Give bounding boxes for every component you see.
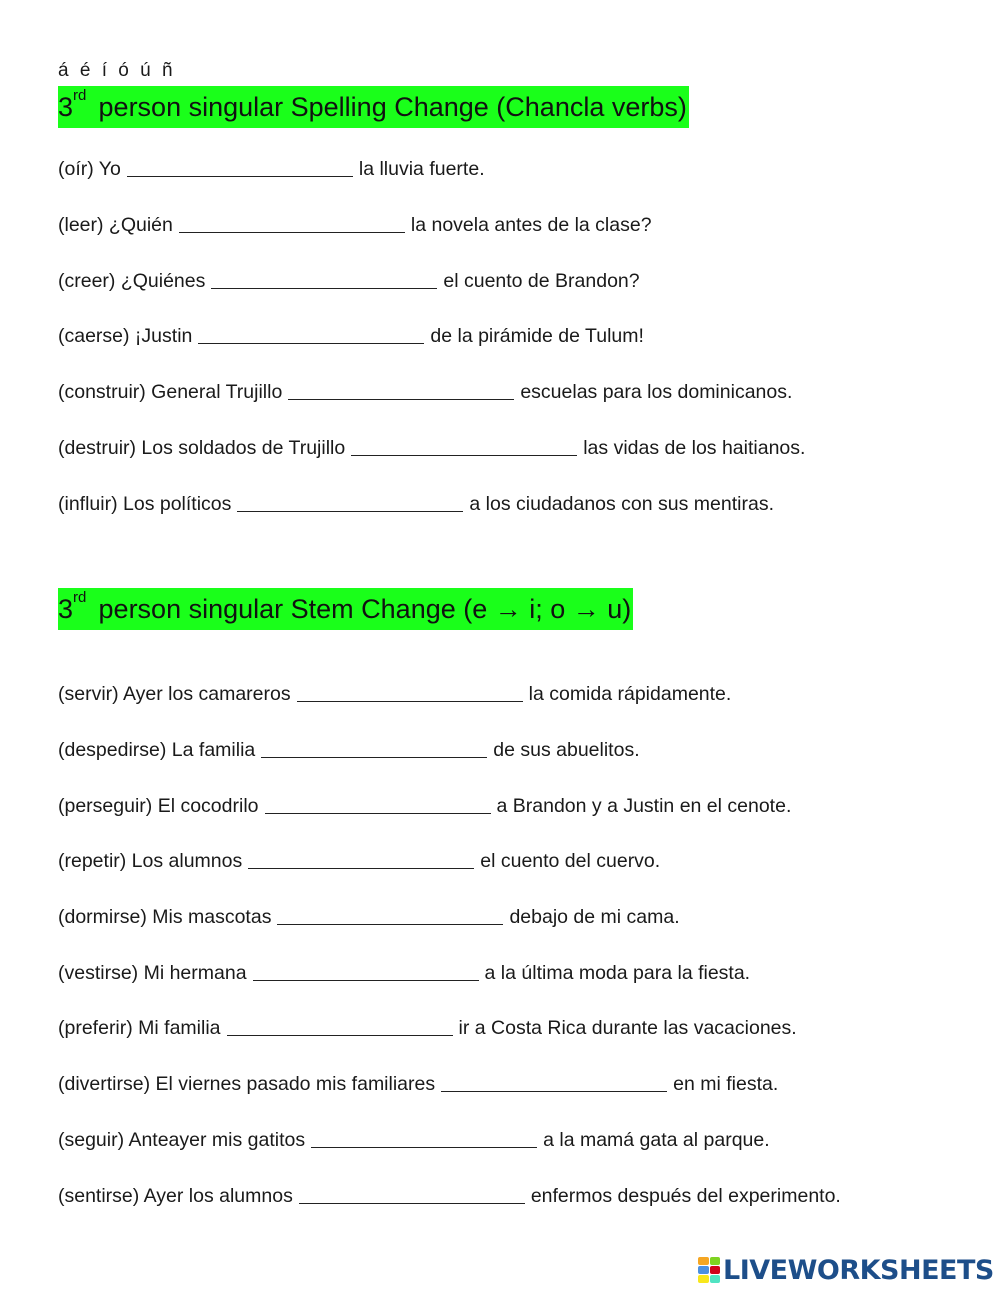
heading-superscript: rd — [73, 589, 87, 606]
answer-blank[interactable] — [127, 158, 353, 177]
question-prefix: (divertirse) El viernes pasado mis familiares — [58, 1073, 436, 1095]
question-suffix: las vidas de los haitianos. — [583, 437, 806, 459]
question-prefix: (dormirse) Mis mascotas — [58, 906, 272, 928]
question-row — [58, 960, 750, 985]
question-prefix: (despedirse) La familia — [58, 739, 256, 761]
liveworksheets-logo — [698, 1255, 994, 1285]
question-suffix: de la pirámide de Tulum! — [430, 325, 644, 347]
question-row — [58, 737, 640, 762]
question-row — [58, 1015, 797, 1040]
heading-text: person singular Spelling Change (Chancla verbs) — [91, 92, 687, 122]
question-prefix: (leer) ¿Quién — [58, 214, 173, 236]
question-row — [58, 1183, 841, 1208]
answer-blank[interactable] — [248, 850, 474, 869]
heading-text: person singular Stem Change (e → i; o → u) — [91, 594, 632, 624]
question-row — [58, 156, 485, 181]
question-prefix: (repetir) Los alumnos — [58, 850, 243, 872]
answer-blank[interactable] — [227, 1017, 453, 1036]
question-suffix: escuelas para los dominicanos. — [520, 381, 793, 403]
question-suffix: el cuento del cuervo. — [480, 850, 661, 872]
question-suffix: a Brandon y a Justin en el cenote. — [496, 795, 792, 817]
question-row — [58, 491, 774, 516]
heading-superscript: rd — [73, 87, 87, 104]
question-suffix: ir a Costa Rica durante las vacaciones. — [458, 1017, 797, 1039]
question-suffix: a la última moda para la fiesta. — [484, 962, 751, 984]
question-row — [58, 212, 652, 237]
heading-number: 3 — [58, 92, 74, 122]
question-prefix: (vestirse) Mi hermana — [58, 962, 247, 984]
question-prefix: (servir) Ayer los camareros — [58, 683, 291, 705]
question-prefix: (preferir) Mi familia — [58, 1017, 221, 1039]
question-row — [58, 379, 792, 404]
answer-blank[interactable] — [237, 493, 463, 512]
question-suffix: el cuento de Brandon? — [443, 270, 640, 292]
section-heading-spelling-change — [58, 86, 689, 128]
heading-number: 3 — [58, 594, 74, 624]
question-row — [58, 1071, 778, 1096]
question-prefix: (perseguir) El cocodrilo — [58, 795, 259, 817]
question-suffix: a los ciudadanos con sus mentiras. — [469, 493, 774, 515]
question-suffix: de sus abuelitos. — [493, 739, 640, 761]
liveworksheets-logo-text: LIVEWORKSHEETS — [723, 1254, 994, 1286]
section-heading-stem-change — [58, 588, 633, 630]
question-prefix: (sentirse) Ayer los alumnos — [58, 1185, 293, 1207]
accent-characters: á é í ó ú ñ — [58, 60, 174, 81]
question-suffix: en mi fiesta. — [673, 1073, 779, 1095]
question-row — [58, 681, 731, 706]
answer-blank[interactable] — [441, 1073, 667, 1092]
question-prefix: (oír) Yo — [58, 158, 121, 180]
answer-blank[interactable] — [198, 325, 424, 344]
liveworksheets-logo-icon — [698, 1257, 720, 1283]
question-prefix: (influir) Los políticos — [58, 493, 232, 515]
answer-blank[interactable] — [351, 437, 577, 456]
answer-blank[interactable] — [299, 1185, 525, 1204]
question-row — [58, 848, 660, 873]
question-suffix: la comida rápidamente. — [528, 683, 732, 705]
question-row — [58, 1127, 770, 1152]
answer-blank[interactable] — [297, 683, 523, 702]
question-prefix: (caerse) ¡Justin — [58, 325, 193, 347]
question-prefix: (seguir) Anteayer mis gatitos — [58, 1129, 306, 1151]
question-row — [58, 793, 791, 818]
answer-blank[interactable] — [179, 214, 405, 233]
answer-blank[interactable] — [261, 739, 487, 758]
answer-blank[interactable] — [277, 906, 503, 925]
question-suffix: a la mamá gata al parque. — [543, 1129, 770, 1151]
question-suffix: la novela antes de la clase? — [410, 214, 652, 236]
question-row — [58, 435, 805, 460]
question-prefix: (construir) General Trujillo — [58, 381, 283, 403]
question-suffix: la lluvia fuerte. — [358, 158, 485, 180]
answer-blank[interactable] — [211, 270, 437, 289]
question-prefix: (destruir) Los soldados de Trujillo — [58, 437, 346, 459]
question-row — [58, 323, 644, 348]
question-row — [58, 904, 680, 929]
question-row — [58, 268, 640, 293]
answer-blank[interactable] — [265, 795, 491, 814]
answer-blank[interactable] — [288, 381, 514, 400]
question-prefix: (creer) ¿Quiénes — [58, 270, 206, 292]
answer-blank[interactable] — [253, 962, 479, 981]
question-suffix: enfermos después del experimento. — [530, 1185, 841, 1207]
answer-blank[interactable] — [311, 1129, 537, 1148]
question-suffix: debajo de mi cama. — [509, 906, 680, 928]
